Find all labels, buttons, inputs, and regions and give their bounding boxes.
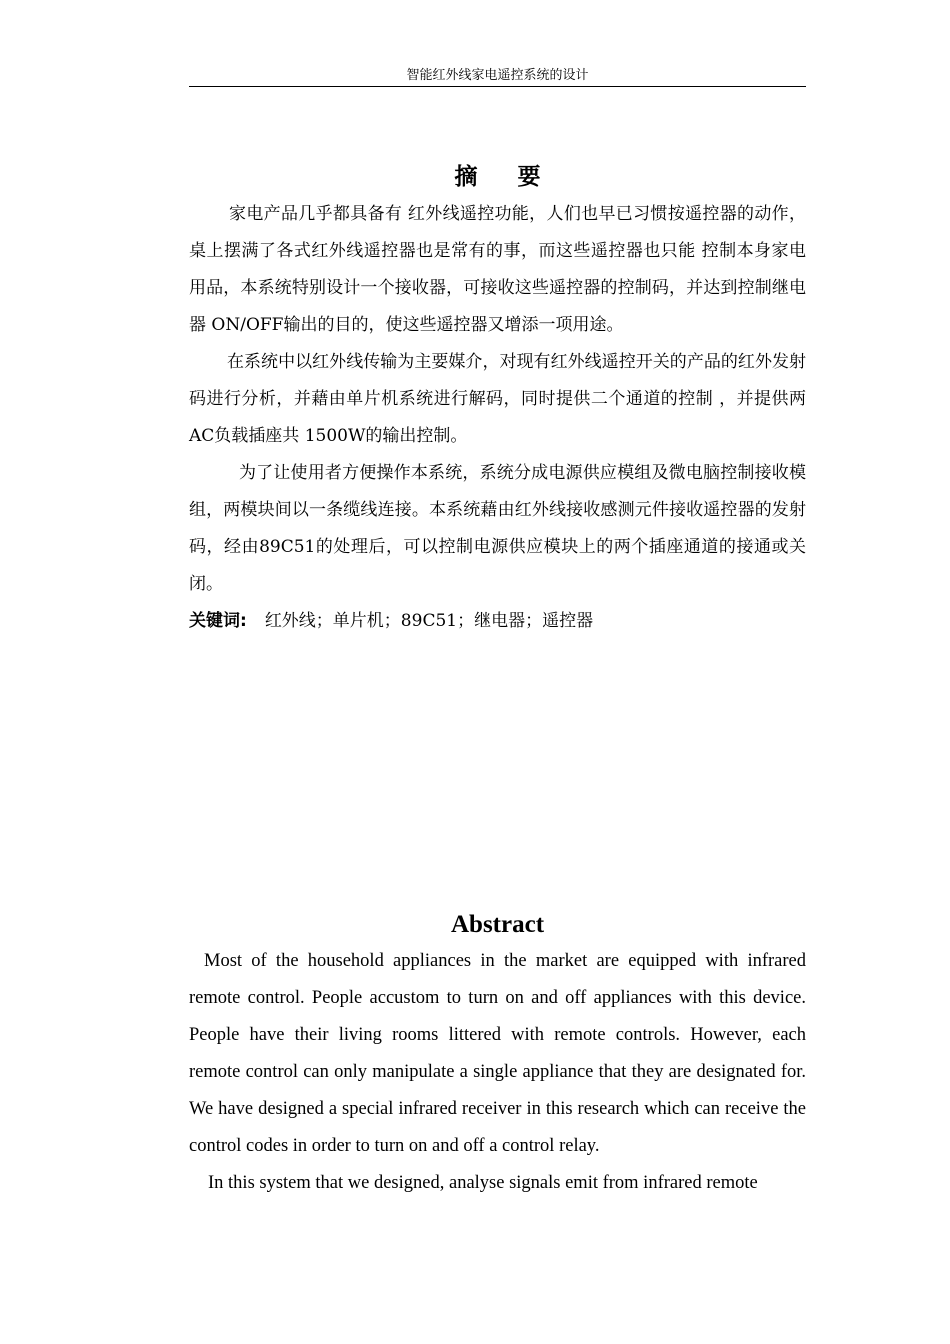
keywords-text: 红外线；单片机；89C51；继电器；遥控器: [264, 611, 594, 631]
abstract-cn-body: [189, 196, 806, 640]
abstract-cn-title: 摘要: [454, 164, 581, 190]
page-header: [189, 66, 806, 87]
abstract-cn-paragraph-1: 家电产品几乎都具备有 红外线遥控功能，人们也早已习惯按遥控器的动作，桌上摆满了各式红外线遥控器也是常有的事，而这些遥控器也只能 控制本身家电用品，本系统特别设计一个接收器，可接收这些遥控器的控制码，并达到控制继电器 ON/OFF输出的目的，使这些遥控器又增添一项用途。: [189, 204, 806, 335]
abstract-en-paragraph-1: Most of the household appliances in the market are equipped with infrared remote control. People accustom to turn on and off appliances with this device. People have their living rooms littered with remote controls. However, each remote control can only manipulate a single appliance that they are designated for. We have designed a special infrared receiver in this research which can receive the control codes in order to turn on and off a control relay.: [189, 951, 806, 1156]
header-title: 智能红外线家电遥控系统的设计: [406, 68, 589, 83]
keywords-line: [189, 603, 806, 640]
abstract-cn-paragraph-2: 在系统中以红外线传输为主要媒介，对现有红外线遥控开关的产品的红外发射码进行分析，并藉由单片机系统进行解码，同时提供二个通道的控制 ，并提供两AC负载插座共 1500W的输出控制。: [189, 352, 806, 446]
abstract-en-paragraph-2: In this system that we designed, analyse signals emit from infrared remote: [208, 1173, 758, 1193]
abstract-cn-paragraph-3: 为了让使用者方便操作本系统，系统分成电源供应模组及微电脑控制接收模组，两模块间以一条缆线连接。本系统藉由红外线接收感测元件接收遥控器的发射码，经由89C51的处理后，可以控制电源供应模块上的两个插座通道的接通或关闭。: [189, 463, 806, 594]
abstract-en-title: Abstract: [450, 911, 545, 938]
keywords-label: 关键词:: [189, 611, 247, 631]
abstract-en-body: [189, 943, 806, 1202]
